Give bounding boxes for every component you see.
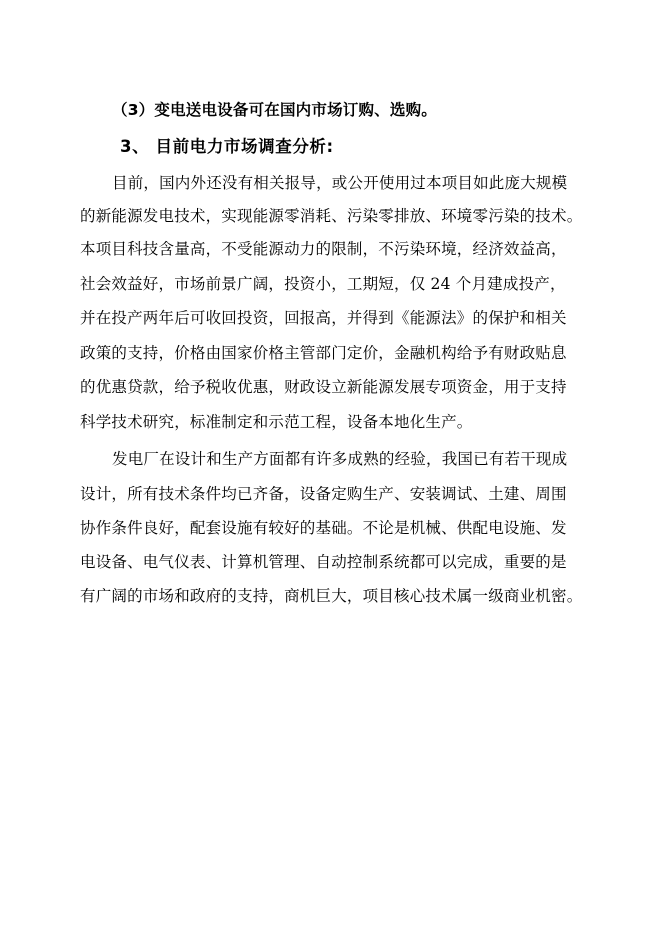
list-item-3: （3）变电送电设备可在国内市场订购、选购。 — [112, 101, 437, 119]
paragraph-2-line: 协作条件良好，配套设施有较好的基础。不论是机械、供配电设施、发 — [80, 519, 567, 537]
paragraph-1-line: 社会效益好，市场前景广阔，投资小，工期短，仅 24 个月建成投产， — [80, 275, 566, 293]
paragraph-1-line: 目前，国内外还没有相关报导，或公开使用过本项目如此庞大规模 — [112, 174, 568, 192]
paragraph-1-line: 并在投产两年后可收回投资，回报高，并得到《能源法》的保护和相关 — [80, 309, 567, 327]
paragraph-1-line: 本项目科技含量高，不受能源动力的限制，不污染环境，经济效益高， — [80, 240, 567, 258]
paragraph-2-line: 设计，所有技术条件均已齐备，设备定购生产、安装调试、土建、周围 — [80, 485, 567, 503]
paragraph-1-line: 的优惠贷款，给予税收优惠，财政设立新能源发展专项资金，用于支持 — [80, 378, 567, 396]
section-heading-3: 3、 目前电力市场调查分析: — [120, 137, 334, 156]
paragraph-1-line: 政策的支持，价格由国家价格主管部门定价，金融机构给予有财政贴息 — [80, 344, 567, 362]
paragraph-1-line: 的新能源发电技术，实现能源零消耗、污染零排放、环境零污染的技术。 — [80, 207, 583, 225]
paragraph-2-line: 电设备、电气仪表、计算机管理、自动控制系统都可以完成，重要的是 — [80, 553, 567, 571]
paragraph-1-line: 科学技术研究，标准制定和示范工程，设备本地化生产。 — [80, 413, 473, 431]
paragraph-2-line: 有广阔的市场和政府的支持，商机巨大，项目核心技术属一级商业机密。 — [80, 587, 583, 605]
paragraph-2-line: 发电厂在设计和生产方面都有许多成熟的经验，我国已有若干现成 — [112, 450, 568, 468]
